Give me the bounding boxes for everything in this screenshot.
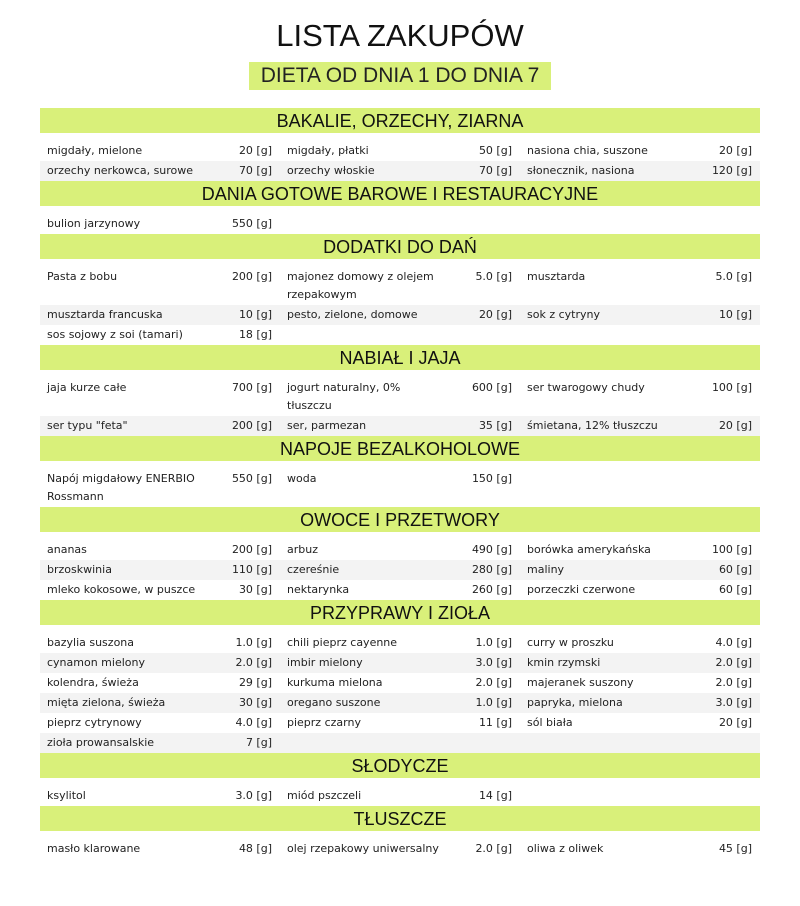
item-quantity: 30 [g] [238, 696, 272, 709]
item-quantity: 100 [g] [711, 381, 752, 394]
list-row [40, 693, 760, 713]
list-item [40, 840, 280, 858]
item-quantity: 20 [g] [238, 144, 272, 157]
item-quantity: 110 [g] [231, 563, 272, 576]
item-name: bulion jarzynowy [47, 217, 141, 230]
item-quantity: 70 [g] [238, 164, 272, 177]
item-quantity: 3.0 [g] [715, 696, 752, 709]
category-section [40, 600, 760, 753]
list-item [40, 581, 280, 599]
list-row [40, 267, 760, 305]
list-item [520, 634, 760, 652]
item-name: ser typu "feta" [47, 419, 128, 432]
item-name: mleko kokosowe, w puszce [47, 583, 196, 596]
list-item [520, 541, 760, 559]
item-quantity: 1.0 [g] [475, 696, 512, 709]
list-item [40, 694, 280, 712]
item-quantity: 200 [g] [231, 419, 272, 432]
list-item [280, 268, 520, 304]
item-quantity: 2.0 [g] [715, 656, 752, 669]
list-item [520, 581, 760, 599]
list-row [40, 733, 760, 753]
item-name: Napój migdałowy ENERBIO Rossmann [47, 472, 195, 503]
item-quantity: 4.0 [g] [235, 716, 272, 729]
list-row [40, 653, 760, 673]
list-row [40, 416, 760, 436]
item-name: śmietana, 12% tłuszczu [527, 419, 658, 432]
list-item [520, 215, 760, 233]
item-quantity: 20 [g] [478, 308, 512, 321]
category-header: DODATKI DO DAŃ [40, 234, 760, 259]
list-item [280, 787, 520, 805]
item-quantity: 2.0 [g] [475, 842, 512, 855]
item-quantity: 150 [g] [471, 472, 512, 485]
item-quantity: 2.0 [g] [715, 676, 752, 689]
list-item [40, 326, 280, 344]
item-name: chili pieprz cayenne [287, 636, 398, 649]
category-section [40, 436, 760, 507]
list-item [520, 417, 760, 435]
list-item [520, 268, 760, 304]
item-name: pieprz cytrynowy [47, 716, 142, 729]
list-item [280, 634, 520, 652]
category-header: NABIAŁ I JAJA [40, 345, 760, 370]
list-item [40, 787, 280, 805]
list-row [40, 305, 760, 325]
list-item [280, 470, 520, 506]
list-item [520, 470, 760, 506]
item-name: mięta zielona, świeża [47, 696, 166, 709]
item-name: majonez domowy z olejem rzepakowym [287, 270, 434, 301]
item-name: woda [287, 472, 317, 485]
list-row [40, 580, 760, 600]
category-header: NAPOJE BEZALKOHOLOWE [40, 436, 760, 461]
item-name: orzechy nerkowca, surowe [47, 164, 194, 177]
category-section [40, 507, 760, 600]
list-item [520, 162, 760, 180]
list-item [520, 326, 760, 344]
list-row [40, 560, 760, 580]
item-quantity: 20 [g] [718, 716, 752, 729]
category-header: TŁUSZCZE [40, 806, 760, 831]
category-section [40, 753, 760, 806]
list-item [40, 306, 280, 324]
list-item [280, 654, 520, 672]
item-name: borówka amerykańska [527, 543, 651, 556]
list-row [40, 214, 760, 234]
item-quantity: 20 [g] [718, 144, 752, 157]
list-item [280, 215, 520, 233]
category-section [40, 181, 760, 234]
item-name: kurkuma mielona [287, 676, 383, 689]
item-name: nasiona chia, suszone [527, 144, 648, 157]
item-name: pieprz czarny [287, 716, 361, 729]
item-name: Pasta z bobu [47, 270, 118, 283]
item-quantity: 200 [g] [231, 270, 272, 283]
list-item [280, 714, 520, 732]
item-name: orzechy włoskie [287, 164, 375, 177]
item-name: ser twarogowy chudy [527, 381, 645, 394]
item-name: oliwa z oliwek [527, 842, 604, 855]
list-item [40, 734, 280, 752]
shopping-list [40, 108, 760, 859]
category-header: SŁODYCZE [40, 753, 760, 778]
item-quantity: 2.0 [g] [235, 656, 272, 669]
list-item [40, 470, 280, 506]
item-name: masło klarowane [47, 842, 141, 855]
list-item [40, 714, 280, 732]
item-name: migdały, mielone [47, 144, 143, 157]
list-item [280, 417, 520, 435]
item-name: ananas [47, 543, 87, 556]
list-item [280, 734, 520, 752]
item-name: olej rzepakowy uniwersalny [287, 842, 439, 855]
item-quantity: 11 [g] [478, 716, 512, 729]
list-item [520, 714, 760, 732]
list-row [40, 325, 760, 345]
item-name: cynamon mielony [47, 656, 145, 669]
item-name: arbuz [287, 543, 318, 556]
list-item [280, 840, 520, 858]
item-quantity: 10 [g] [238, 308, 272, 321]
item-name: brzoskwinia [47, 563, 112, 576]
category-section [40, 345, 760, 436]
item-quantity: 260 [g] [471, 583, 512, 596]
list-item [280, 541, 520, 559]
list-item [40, 215, 280, 233]
item-name: miód pszczeli [287, 789, 362, 802]
item-name: jaja kurze całe [47, 381, 127, 394]
item-quantity: 20 [g] [718, 419, 752, 432]
item-name: bazylia suszona [47, 636, 135, 649]
list-item [40, 162, 280, 180]
category-header: BAKALIE, ORZECHY, ZIARNA [40, 108, 760, 133]
list-item [280, 142, 520, 160]
list-row [40, 378, 760, 416]
item-quantity: 550 [g] [231, 217, 272, 230]
item-quantity: 10 [g] [718, 308, 752, 321]
item-quantity: 48 [g] [238, 842, 272, 855]
list-item [40, 674, 280, 692]
list-row [40, 540, 760, 560]
list-item [40, 142, 280, 160]
item-name: słonecznik, nasiona [527, 164, 635, 177]
item-quantity: 600 [g] [471, 381, 512, 394]
item-quantity: 60 [g] [718, 583, 752, 596]
item-name: sos sojowy z soi (tamari) [47, 328, 183, 341]
item-name: pesto, zielone, domowe [287, 308, 418, 321]
list-row [40, 469, 760, 507]
list-row [40, 786, 760, 806]
item-quantity: 29 [g] [238, 676, 272, 689]
item-quantity: 30 [g] [238, 583, 272, 596]
list-item [280, 581, 520, 599]
item-quantity: 4.0 [g] [715, 636, 752, 649]
item-quantity: 1.0 [g] [235, 636, 272, 649]
list-row [40, 839, 760, 859]
item-name: czereśnie [287, 563, 340, 576]
list-item [520, 654, 760, 672]
item-name: musztarda [527, 270, 586, 283]
item-quantity: 550 [g] [231, 472, 272, 485]
item-quantity: 120 [g] [711, 164, 752, 177]
list-item [520, 561, 760, 579]
item-quantity: 70 [g] [478, 164, 512, 177]
item-quantity: 3.0 [g] [235, 789, 272, 802]
list-row [40, 713, 760, 733]
item-quantity: 280 [g] [471, 563, 512, 576]
list-item [280, 674, 520, 692]
list-item [520, 379, 760, 415]
item-name: ksylitol [47, 789, 86, 802]
category-section [40, 806, 760, 859]
item-quantity: 7 [g] [245, 736, 272, 749]
list-item [520, 787, 760, 805]
list-item [520, 840, 760, 858]
item-name: oregano suszone [287, 696, 381, 709]
item-quantity: 50 [g] [478, 144, 512, 157]
category-header: OWOCE I PRZETWORY [40, 507, 760, 532]
list-row [40, 161, 760, 181]
item-name: ser, parmezan [287, 419, 367, 432]
list-item [280, 379, 520, 415]
list-item [280, 694, 520, 712]
diet-range-subtitle: DIETA OD DNIA 1 DO DNIA 7 [249, 62, 552, 90]
item-name: kmin rzymski [527, 656, 601, 669]
item-quantity: 5.0 [g] [475, 270, 512, 283]
item-name: zioła prowansalskie [47, 736, 155, 749]
list-item [40, 561, 280, 579]
item-name: migdały, płatki [287, 144, 369, 157]
item-name: sok z cytryny [527, 308, 600, 321]
item-name: maliny [527, 563, 565, 576]
item-quantity: 100 [g] [711, 543, 752, 556]
list-item [280, 306, 520, 324]
item-quantity: 700 [g] [231, 381, 272, 394]
item-name: imbir mielony [287, 656, 363, 669]
list-item [40, 417, 280, 435]
list-item [40, 541, 280, 559]
item-quantity: 490 [g] [471, 543, 512, 556]
item-quantity: 18 [g] [238, 328, 272, 341]
item-quantity: 1.0 [g] [475, 636, 512, 649]
item-name: majeranek suszony [527, 676, 634, 689]
list-item [40, 654, 280, 672]
list-item [520, 694, 760, 712]
category-section [40, 108, 760, 181]
item-quantity: 3.0 [g] [475, 656, 512, 669]
item-quantity: 5.0 [g] [715, 270, 752, 283]
item-quantity: 14 [g] [478, 789, 512, 802]
item-quantity: 2.0 [g] [475, 676, 512, 689]
item-quantity: 45 [g] [718, 842, 752, 855]
list-item [280, 561, 520, 579]
item-name: papryka, mielona [527, 696, 623, 709]
item-name: kolendra, świeża [47, 676, 139, 689]
list-item [280, 326, 520, 344]
list-item [40, 634, 280, 652]
item-name: jogurt naturalny, 0% tłuszczu [287, 381, 401, 412]
item-quantity: 35 [g] [478, 419, 512, 432]
item-name: porzeczki czerwone [527, 583, 636, 596]
list-row [40, 673, 760, 693]
list-item [520, 306, 760, 324]
list-item [520, 734, 760, 752]
category-section [40, 234, 760, 345]
list-item [280, 162, 520, 180]
item-name: sól biała [527, 716, 573, 729]
item-quantity: 60 [g] [718, 563, 752, 576]
item-name: curry w proszku [527, 636, 614, 649]
page-title: LISTA ZAKUPÓW [276, 18, 524, 53]
list-row [40, 633, 760, 653]
item-name: nektarynka [287, 583, 350, 596]
list-item [40, 268, 280, 304]
list-item [520, 142, 760, 160]
item-quantity: 200 [g] [231, 543, 272, 556]
category-header: DANIA GOTOWE BAROWE I RESTAURACYJNE [40, 181, 760, 206]
list-item [520, 674, 760, 692]
list-row [40, 141, 760, 161]
list-item [40, 379, 280, 415]
item-name: musztarda francuska [47, 308, 163, 321]
category-header: PRZYPRAWY I ZIOŁA [40, 600, 760, 625]
